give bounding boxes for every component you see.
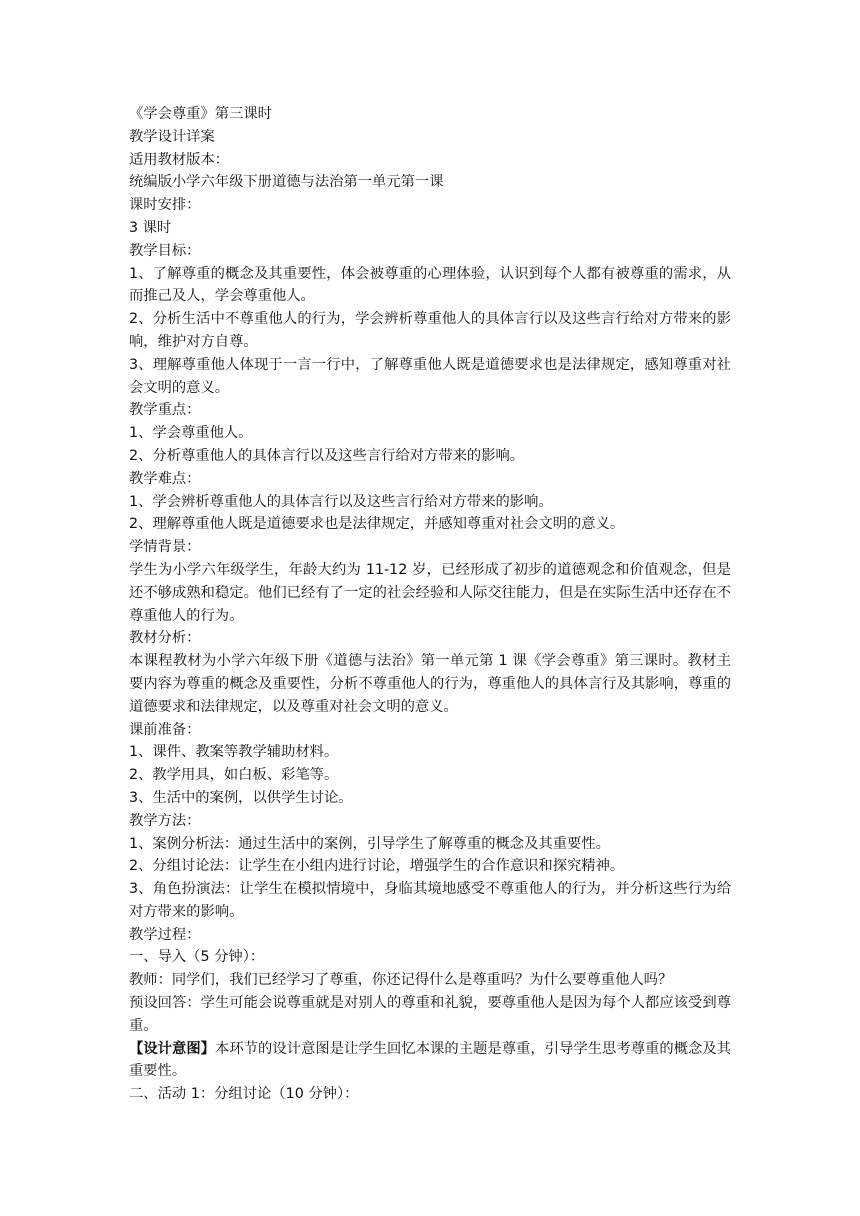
doc-subtitle: 教学设计详案 <box>129 128 215 145</box>
objective-item: 3、理解尊重他人体现于一言一行中，了解尊重他人既是道德要求也是法律规定，感知尊重对社会文明的意义。 <box>129 356 731 396</box>
methods-heading: 教学方法： <box>129 812 201 829</box>
difficulty-item: 1、学会辨析尊重他人的具体言行以及这些言行给对方带来的影响。 <box>129 493 553 510</box>
method-item: 3、角色扮演法：让学生在模拟情境中，身临其境地感受不尊重他人的行为，并分析这些行为给对方带来的影响。 <box>129 881 731 920</box>
step1-answer: 预设回答：学生可能会说尊重就是对别人的尊重和礼貌，要尊重他人是因为每个人都应该受到尊重。 <box>129 995 731 1034</box>
objectives-heading: 教学目标： <box>129 242 201 259</box>
schedule-label: 课时安排： <box>129 197 201 214</box>
preparation-heading: 课前准备： <box>129 721 201 738</box>
key-point-item: 2、分析尊重他人的具体言行以及这些言行给对方带来的影响。 <box>129 447 525 464</box>
difficulties-heading: 教学难点： <box>129 470 201 487</box>
textbook-version: 统编版小学六年级下册道德与法治第一单元第一课 <box>129 174 444 191</box>
process-heading: 教学过程： <box>129 926 201 943</box>
objective-item: 2、分析生活中不尊重他人的行为，学会辨析尊重他人的具体言行以及这些言行给对方带来的影响，维护对方自尊。 <box>129 311 731 350</box>
background-heading: 学情背景： <box>129 539 201 556</box>
schedule: 3 课时 <box>129 219 172 236</box>
preparation-item: 2、教学用具，如白板、彩笔等。 <box>129 767 339 784</box>
preparation-item: 3、生活中的案例，以供学生讨论。 <box>129 789 353 806</box>
step1-teacher: 教师：同学们，我们已经学习了尊重，你还记得什么是尊重吗？为什么要尊重他人吗？ <box>129 972 673 989</box>
design-intent-text: 本环节的设计意图是让学生回忆本课的主题是尊重，引导学生思考尊重的概念及其重要性。 <box>129 1040 732 1080</box>
step2-title: 二、活动 1：分组讨论（10 分钟）： <box>129 1086 359 1103</box>
objective-item: 1、了解尊重的概念及其重要性，体会被尊重的心理体验，认识到每个人都有被尊重的需求，从而推己及人，学会尊重他人。 <box>129 265 731 305</box>
analysis-heading: 教材分析： <box>129 630 201 647</box>
step1-title: 一、导入（5 分钟）： <box>129 949 265 966</box>
difficulty-item: 2、理解尊重他人既是道德要求也是法律规定，并感知尊重对社会文明的意义。 <box>129 516 625 533</box>
textbook-version-label: 适用教材版本： <box>129 151 230 168</box>
analysis-text: 本课程教材为小学六年级下册《道德与法治》第一单元第 1 课《学会尊重》第三课时。教材主要内容为尊重的概念及重要性，分析不尊重他人的行为，尊重他人的具体言行及其影响，尊重的道德要求和法律规定，以及尊重对社会文明的意义。 <box>129 653 731 715</box>
method-item: 1、案例分析法：通过生活中的案例，引导学生了解尊重的概念及其重要性。 <box>129 835 610 852</box>
preparation-item: 1、课件、教案等教学辅助材料。 <box>129 744 339 761</box>
method-item: 2、分组讨论法：让学生在小组内进行讨论，增强学生的合作意识和探究精神。 <box>129 858 625 875</box>
background-text: 学生为小学六年级学生，年龄大约为 11-12 岁，已经形成了初步的道德观念和价值观念，但是还不够成熟和稳定。他们已经有了一定的社会经验和人际交往能力，但是在实际生活中还存在不尊重他人的行为。 <box>129 561 731 624</box>
step1-intent <box>129 1038 731 1084</box>
key-point-item: 1、学会尊重他人。 <box>129 425 253 442</box>
design-intent-tag: 【设计意图】 <box>129 1040 216 1057</box>
doc-title: 《学会尊重》第三课时 <box>129 106 272 122</box>
key-points-heading: 教学重点： <box>129 402 201 419</box>
document-page <box>129 103 731 1106</box>
